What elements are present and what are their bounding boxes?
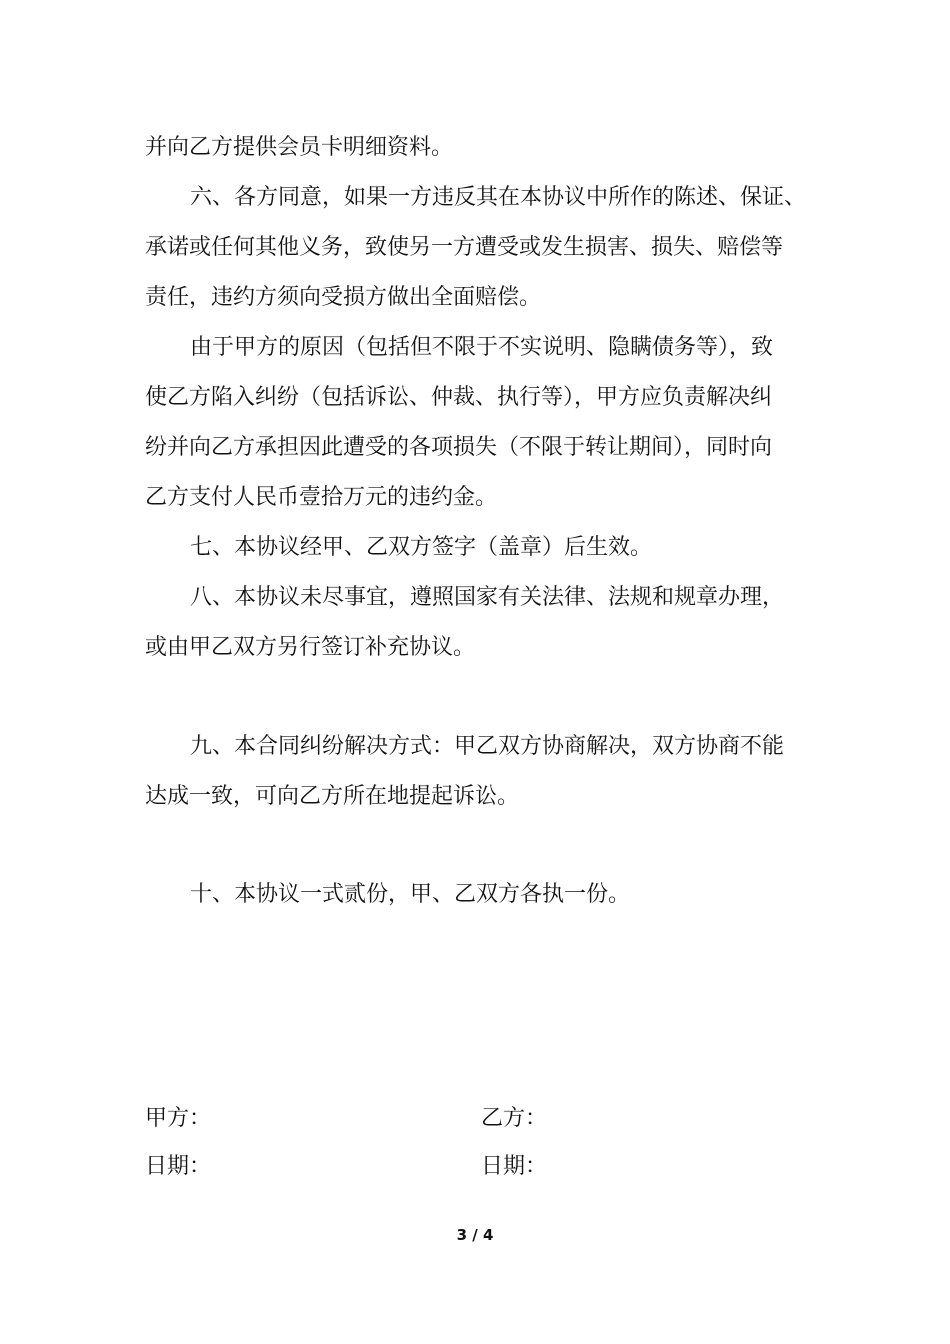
paragraph-line: 或由甲乙双方另行签订补充协议。	[145, 635, 476, 660]
paragraph-line: 六、各方同意，如果一方违反其在本协议中所作的陈述、保证、	[190, 185, 807, 210]
paragraph-line: 十、本协议一式贰份，甲、乙双方各执一份。	[190, 882, 631, 907]
party-a-label: 甲方：	[145, 1106, 212, 1131]
paragraph-line: 达成一致，可向乙方所在地提起诉讼。	[145, 784, 520, 809]
paragraph-line: 八、本协议未尽事宜，遵照国家有关法律、法规和规章办理，	[190, 585, 785, 610]
paragraph-line: 使乙方陷入纠纷（包括诉讼、仲裁、执行等），甲方应负责解决纠	[145, 385, 773, 410]
paragraph-line: 纷并向乙方承担因此遭受的各项损失（不限于转让期间），同时向	[145, 435, 773, 460]
paragraph-line: 承诺或任何其他义务，致使另一方遭受或发生损害、损失、赔偿等	[145, 235, 784, 260]
page-number: 3 / 4	[456, 1226, 494, 1244]
date-b-label: 日期：	[481, 1154, 548, 1179]
paragraph-line: 并向乙方提供会员卡明细资料。	[145, 135, 454, 160]
party-b-label: 乙方：	[481, 1106, 548, 1131]
date-a-label: 日期：	[145, 1154, 212, 1179]
paragraph-line: 由于甲方的原因（包括但不限于不实说明、隐瞒债务等），致	[190, 335, 774, 360]
paragraph-line: 乙方支付人民币壹拾万元的违约金。	[145, 485, 498, 510]
paragraph-line: 七、本协议经甲、乙双方签字（盖章）后生效。	[190, 535, 653, 560]
paragraph-line: 九、本合同纠纷解决方式：甲乙双方协商解决，双方协商不能	[190, 734, 785, 759]
paragraph-line: 责任，违约方须向受损方做出全面赔偿。	[145, 285, 542, 310]
